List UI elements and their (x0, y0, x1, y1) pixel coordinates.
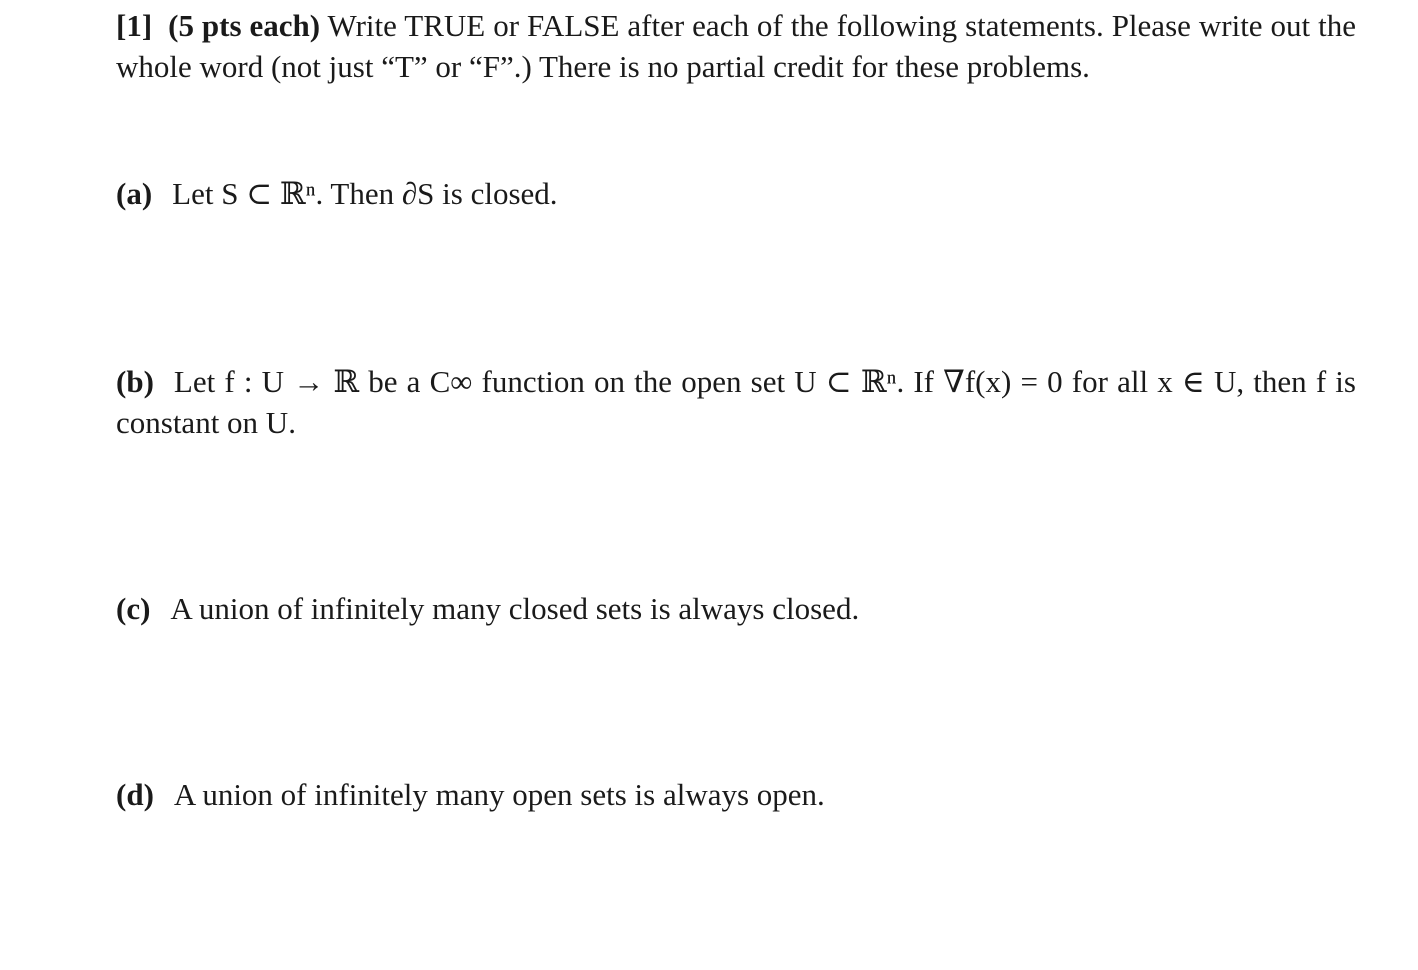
statement-d-text: A union of infinitely many open sets is always open. (173, 777, 825, 812)
problem-number: [1] (116, 8, 153, 43)
statement-b (116, 362, 1356, 443)
statement-a-label: (a) (116, 176, 153, 211)
problem-header (116, 6, 1356, 87)
statement-d (116, 775, 1356, 816)
problem-instructions: Write TRUE or FALSE after each of the following statements. Please write out the whole word (not just “T” or “F”.) There is no partial credit for these problems. (116, 8, 1357, 84)
statement-c-label: (c) (116, 591, 151, 626)
statement-d-label: (d) (116, 777, 154, 812)
statement-b-text: Let f : U → ℝ be a C∞ function on the open set U ⊂ ℝⁿ. If ∇f(x) = 0 for all x ∈ U, then f is constant on U. (116, 364, 1356, 440)
statement-c (116, 589, 1356, 630)
statement-b-label: (b) (116, 364, 154, 399)
document-page (116, 6, 1357, 812)
problem-points: (5 pts each) (168, 8, 321, 43)
statement-a (116, 174, 1356, 215)
statement-c-text: A union of infinitely many closed sets is always closed. (170, 591, 860, 626)
statement-a-text: Let S ⊂ ℝⁿ. Then ∂S is closed. (172, 176, 558, 211)
